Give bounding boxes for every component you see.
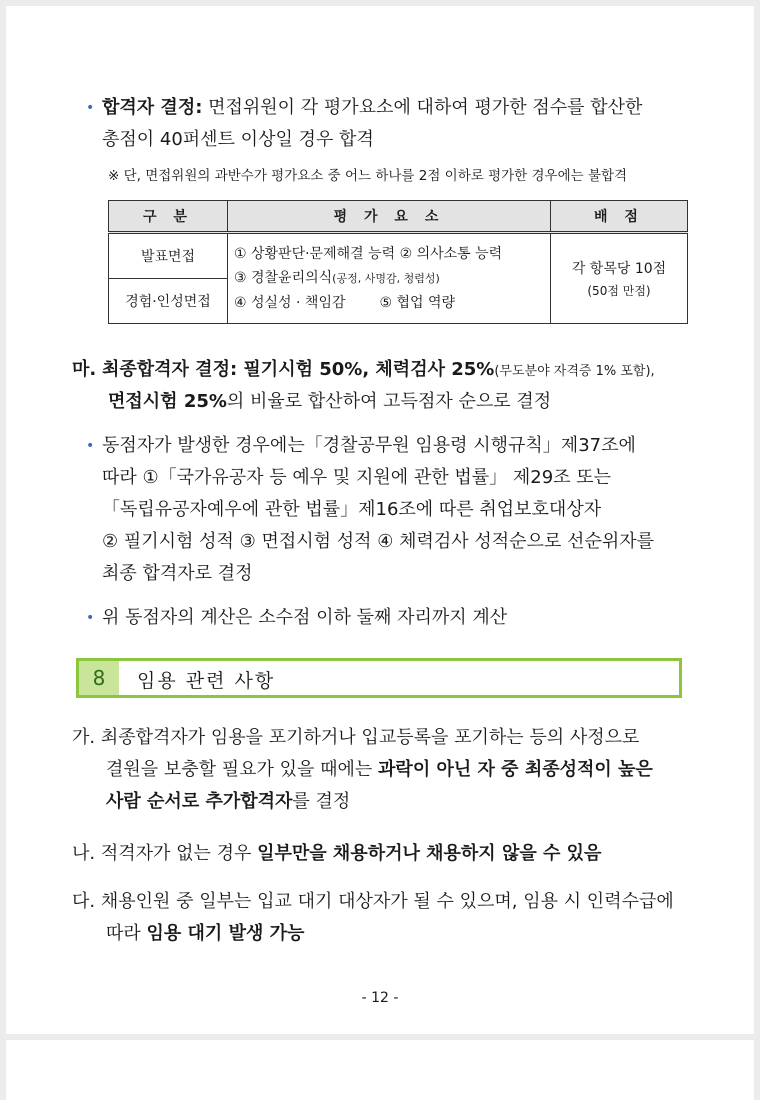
item-da-bold: 임용 대기 발생 가능 (146, 923, 305, 944)
item-da-line2 (106, 922, 304, 946)
table-row (109, 233, 688, 279)
item-da-line1: 다. 채용인원 중 일부는 입교 대기 대상자가 될 수 있으며, 임용 시 인력수급에 (72, 891, 674, 912)
item-na-text: 나. 적격자가 없는 경우 (72, 843, 258, 864)
tie-line: 따라 ①「국가유공자 등 예우 및 지원에 관한 법률」 제29조 또는 (102, 467, 612, 488)
tie-line: 최종 합격자로 결정 (102, 563, 253, 584)
section-ma-bold2: 면접시험 25% (108, 391, 227, 412)
pass-decision-text: 면접위원이 각 평가요소에 대하여 평가한 점수를 합산한 (202, 97, 643, 118)
table-header: 배 점 (551, 201, 688, 233)
tie-line: 동점자가 발생한 경우에는「경찰공무원 임용령 시행규칙」제37조에 (102, 435, 636, 456)
score-main: 각 항목당 10점 (571, 261, 667, 277)
item-na-line (72, 842, 601, 866)
section-ma-line1 (72, 358, 655, 384)
tie-calc-line: 위 동점자의 계산은 소수점 이하 둘째 자리까지 계산 (102, 607, 508, 628)
table-cell-score (551, 233, 688, 324)
eval-item-row (234, 266, 550, 291)
evaluation-table (108, 200, 688, 324)
eval-item-row: ① 상황판단·문제해결 능력 ② 의사소통 능력 (234, 246, 503, 262)
bullet-marker: • (86, 100, 95, 116)
section-ma-bold: 최종합격자 결정: 필기시험 50%, 체력검사 25% (101, 359, 495, 380)
section-ma-rest: 의 비율로 합산하여 고득점자 순으로 결정 (226, 391, 552, 412)
pass-decision-line2: 총점이 40퍼센트 이상일 경우 합격 (102, 129, 374, 150)
eval-item-row (234, 291, 550, 315)
score-sub: (50점 만점) (587, 284, 651, 298)
section-number: 8 (79, 661, 119, 695)
table-cell-category: 발표면접 (109, 233, 228, 279)
item-ga-line1: 가. 최종합격자가 임용을 포기하거나 입교등록을 포기하는 등의 사정으로 (72, 727, 640, 748)
item-ga-line3 (106, 790, 350, 814)
eval-item: ③ 경찰윤리의식 (234, 270, 333, 286)
pass-decision-label: 합격자 결정: (102, 97, 203, 118)
table-cell-items (228, 233, 551, 324)
tie-line: 「독립유공자예우에 관한 법률」제16조에 따른 취업보호대상자 (102, 499, 602, 520)
next-page-edge (6, 1040, 754, 1100)
section-8-header (76, 658, 682, 698)
item-ga-bold: 사람 순서로 추가합격자 (106, 791, 293, 812)
item-ga-text: 를 결정 (292, 791, 351, 812)
section-ma-line2 (108, 390, 551, 414)
table-cell-category: 경험·인성면접 (109, 279, 228, 324)
tie-line: ② 필기시험 성적 ③ 면접시험 성적 ④ 체력검사 성적순으로 선순위자를 (102, 531, 654, 552)
section-ma-prefix: 마. (72, 359, 97, 380)
item-da-text: 따라 (106, 923, 147, 944)
section-title: 임용 관련 사항 (137, 670, 276, 692)
table-header: 평 가 요 소 (228, 201, 551, 233)
page-number: - 12 - (361, 990, 399, 1006)
eval-item: ④ 성실성 · 책임감 (234, 295, 346, 311)
item-ga-line2 (106, 758, 653, 782)
pass-decision-line1 (102, 96, 642, 120)
item-ga-text: 결원을 보충할 필요가 있을 때에는 (106, 759, 379, 780)
section-ma-small: (무도분야 자격증 1% 포함), (494, 364, 655, 379)
table-header-row (109, 201, 688, 233)
bullet-marker: • (86, 438, 95, 454)
pass-decision-note: ※ 단, 면접위원의 과반수가 평가요소 중 어느 하나를 2점 이하로 평가한 경우에는 불합격 (108, 168, 628, 184)
item-ga-bold: 과락이 아닌 자 중 최종성적이 높은 (378, 759, 653, 780)
eval-item-sub: (공정, 사명감, 청렴성) (332, 272, 440, 285)
bullet-marker: • (86, 610, 95, 626)
table-header: 구 분 (109, 201, 228, 233)
eval-item: ⑤ 협업 역량 (379, 295, 456, 311)
document-page (6, 6, 754, 1034)
item-na-bold: 일부만을 채용하거나 채용하지 않을 수 있음 (257, 843, 602, 864)
